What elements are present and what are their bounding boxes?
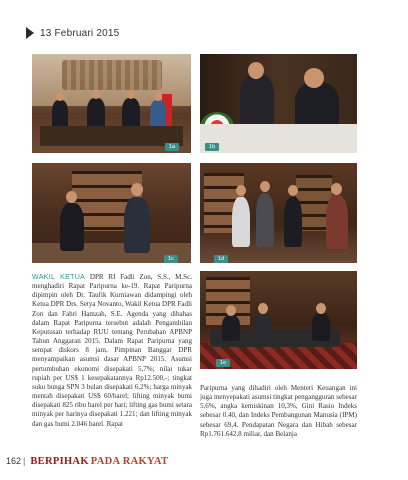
desk [200,124,357,153]
article-body-1: DPR RI Fadli Zon, S.S., M.Sc. menghadiri Rapat Paripurna ke-19. Rapat Paripurna dipimpin oleh Dr. Taufik Kurniawan didampingi oleh Ketua DPR Drs. Setya Novanto, Wakil Ketua DPR Fadli Zon dan Fahri Hamzah, S.E. Agenda yang dibahas dalam Rapat Paripurna tersebut adalah Pengambilan Keputusan terhadap RUU tentang Perubahan APBNP Tahun Anggaran 2015. Dalam Rapat Paripurna yang sempat diskors 8 jam, Pimpinan Banggar DPR menyampaikan asumsi dasar APBNP 2015. Asumsi pertumbuhan ekonomi disepakati 5,7%; nilai tukar rupiah per US$ 1 kesepakatannya Rp12.500,-; tingkat suku bunga SPN 3 bulan disepakati 6,2%; harga minyak mentah disepakati US$ 60/barel; lifting minyak bumi disepakati 825 ribu barel per hari; lifting gas bumi setara minyak per harinya disepakati 1.221; dan lifting minyak dan gas bumi 2.046 barel. Rapat [32,273,192,428]
article-body-2: Paripurna yang dihadiri oleh Menteri Keuangan ini juga menyepakati asumsi tingkat pengangguran sebesar 5,6%, angka kemiskinan 10,3%, Gini Rasio Indeks sebesar 0.40, dan Indeks Pembangunan Manusia (IPM) sebesar 69,4. Pendapatan Negara dan Hibah sebesar Rp1.761.642,8 miliar, dan Belanja [200,384,357,438]
photo-number: 1e [216,359,230,367]
header-date: 13 Februari 2015 [40,27,120,39]
podium-table [40,126,183,146]
brand-part-1: BERPIHAK [30,456,89,467]
photo-number: 1c [164,255,178,263]
photo-seated-meeting [200,271,357,369]
photo-speaker [200,54,357,153]
page-number: 162 [6,456,22,466]
article-lead: WAKIL KETUA [32,274,86,281]
photo-handshake [32,163,191,263]
footer-separator: | [23,456,26,466]
photo-number: 1b [205,143,219,151]
brand-part-2: PADA RAKYAT [90,456,169,467]
triangle-arrow-icon [26,27,34,39]
photo-plenary-stage [32,54,191,153]
page-footer [6,456,168,467]
photo-document-handover [200,163,357,263]
photo-number: 1d [214,255,228,263]
article-column-2 [200,384,357,439]
page-header [26,27,119,39]
article-column-1 [32,273,192,429]
photo-number: 1a [165,143,179,151]
